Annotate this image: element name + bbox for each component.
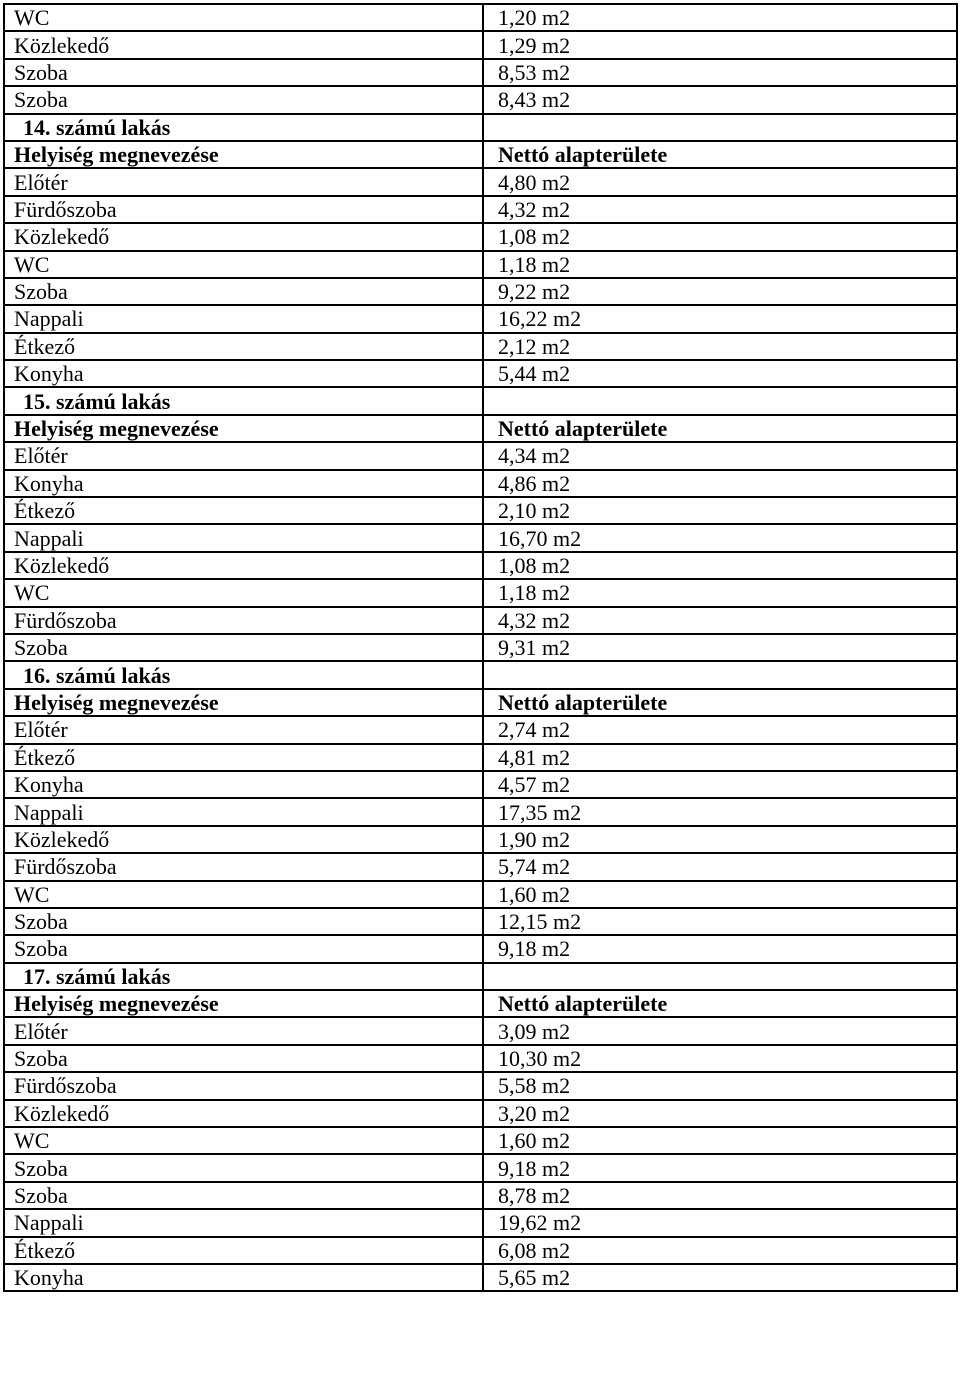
table-row (4, 607, 957, 634)
room-name-cell: Nappali (4, 1209, 483, 1236)
room-area-cell: 1,08 m2 (483, 223, 957, 250)
room-name-cell: Közlekedő (4, 826, 483, 853)
room-area-cell: 12,15 m2 (483, 908, 957, 935)
room-name-cell: WC (4, 4, 483, 31)
apartment-title: 14. számú lakás (4, 114, 483, 141)
room-area-cell: 1,60 m2 (483, 1127, 957, 1154)
room-area-cell: 4,80 m2 (483, 168, 957, 195)
empty-cell (483, 387, 957, 414)
room-name-cell: Közlekedő (4, 31, 483, 58)
room-name-header: Helyiség megnevezése (4, 141, 483, 168)
room-name-cell: Előtér (4, 442, 483, 469)
room-name-cell: Konyha (4, 771, 483, 798)
room-area-cell: 5,58 m2 (483, 1072, 957, 1099)
room-area-cell: 1,20 m2 (483, 4, 957, 31)
room-area-cell: 9,22 m2 (483, 278, 957, 305)
empty-cell (483, 114, 957, 141)
room-name-cell: WC (4, 251, 483, 278)
table-row (4, 196, 957, 223)
table-row (4, 634, 957, 661)
table-row (4, 278, 957, 305)
room-area-cell: 19,62 m2 (483, 1209, 957, 1236)
room-name-cell: Fürdőszoba (4, 607, 483, 634)
room-name-header: Helyiség megnevezése (4, 689, 483, 716)
room-name-cell: Étkező (4, 497, 483, 524)
table-row (4, 1154, 957, 1181)
room-area-cell: 1,90 m2 (483, 826, 957, 853)
room-area-cell: 9,18 m2 (483, 935, 957, 962)
room-name-cell: Nappali (4, 524, 483, 551)
room-area-cell: 1,18 m2 (483, 579, 957, 606)
column-header-row (4, 990, 957, 1017)
table-row (4, 826, 957, 853)
apartment-title-row (4, 963, 957, 990)
room-area-cell: 17,35 m2 (483, 798, 957, 825)
table-row (4, 552, 957, 579)
table-row (4, 908, 957, 935)
room-area-cell: 2,12 m2 (483, 333, 957, 360)
room-name-cell: Fürdőszoba (4, 853, 483, 880)
room-name-cell: Fürdőszoba (4, 1072, 483, 1099)
room-area-cell: 4,57 m2 (483, 771, 957, 798)
table-row (4, 251, 957, 278)
room-area-cell: 16,70 m2 (483, 524, 957, 551)
room-area-cell: 2,74 m2 (483, 716, 957, 743)
room-name-cell: Szoba (4, 935, 483, 962)
room-area-cell: 10,30 m2 (483, 1045, 957, 1072)
room-area-cell: 2,10 m2 (483, 497, 957, 524)
table-row (4, 1017, 957, 1044)
room-name-cell: Szoba (4, 1045, 483, 1072)
room-name-cell: Konyha (4, 1264, 483, 1291)
table-row (4, 4, 957, 31)
table-row (4, 771, 957, 798)
room-name-cell: Szoba (4, 634, 483, 661)
table-row (4, 716, 957, 743)
table-row (4, 1072, 957, 1099)
apartment-title: 15. számú lakás (4, 387, 483, 414)
room-area-cell: 3,09 m2 (483, 1017, 957, 1044)
table-row (4, 470, 957, 497)
room-name-cell: Étkező (4, 744, 483, 771)
column-header-row (4, 415, 957, 442)
room-name-cell: Nappali (4, 305, 483, 332)
table-row (4, 360, 957, 387)
table-row (4, 744, 957, 771)
room-name-cell: Étkező (4, 333, 483, 360)
room-name-cell: Konyha (4, 360, 483, 387)
table-row (4, 1209, 957, 1236)
column-header-row (4, 689, 957, 716)
room-name-cell: WC (4, 881, 483, 908)
room-area-cell: 1,08 m2 (483, 552, 957, 579)
room-name-header: Helyiség megnevezése (4, 990, 483, 1017)
table-row (4, 168, 957, 195)
table-row (4, 1100, 957, 1127)
room-name-cell: WC (4, 579, 483, 606)
area-header: Nettó alapterülete (483, 141, 957, 168)
empty-cell (483, 661, 957, 688)
apartment-title-row (4, 387, 957, 414)
apartment-title-row (4, 661, 957, 688)
apartment-title: 16. számú lakás (4, 661, 483, 688)
room-area-cell: 1,60 m2 (483, 881, 957, 908)
room-area-cell: 6,08 m2 (483, 1237, 957, 1264)
room-name-cell: Szoba (4, 1154, 483, 1181)
table-row (4, 223, 957, 250)
room-area-cell: 8,53 m2 (483, 59, 957, 86)
table-row (4, 86, 957, 113)
column-header-row (4, 141, 957, 168)
apartment-title-row (4, 114, 957, 141)
room-area-cell: 5,65 m2 (483, 1264, 957, 1291)
area-header: Nettó alapterülete (483, 415, 957, 442)
table-row (4, 497, 957, 524)
room-name-cell: Szoba (4, 59, 483, 86)
room-name-cell: Nappali (4, 798, 483, 825)
table-row (4, 881, 957, 908)
room-area-cell: 4,81 m2 (483, 744, 957, 771)
room-area-cell: 16,22 m2 (483, 305, 957, 332)
room-name-cell: Előtér (4, 1017, 483, 1044)
room-area-table (3, 3, 958, 1292)
table-row (4, 305, 957, 332)
room-name-header: Helyiség megnevezése (4, 415, 483, 442)
room-area-cell: 4,86 m2 (483, 470, 957, 497)
table-row (4, 1182, 957, 1209)
room-area-cell: 9,31 m2 (483, 634, 957, 661)
room-area-cell: 5,44 m2 (483, 360, 957, 387)
room-name-cell: Konyha (4, 470, 483, 497)
room-name-cell: Közlekedő (4, 223, 483, 250)
table-row (4, 1237, 957, 1264)
room-name-cell: Szoba (4, 86, 483, 113)
room-name-cell: Szoba (4, 278, 483, 305)
room-name-cell: Fürdőszoba (4, 196, 483, 223)
table-row (4, 1045, 957, 1072)
table-row (4, 579, 957, 606)
room-name-cell: WC (4, 1127, 483, 1154)
room-area-cell: 8,78 m2 (483, 1182, 957, 1209)
table-row (4, 31, 957, 58)
room-name-cell: Előtér (4, 168, 483, 195)
room-area-cell: 3,20 m2 (483, 1100, 957, 1127)
table-row (4, 524, 957, 551)
apartment-title: 17. számú lakás (4, 963, 483, 990)
room-area-cell: 1,29 m2 (483, 31, 957, 58)
room-area-cell: 8,43 m2 (483, 86, 957, 113)
table-row (4, 853, 957, 880)
room-area-table-body (4, 4, 957, 1291)
room-name-cell: Étkező (4, 1237, 483, 1264)
room-name-cell: Szoba (4, 1182, 483, 1209)
area-header: Nettó alapterülete (483, 990, 957, 1017)
room-area-cell: 4,32 m2 (483, 196, 957, 223)
table-row (4, 935, 957, 962)
room-name-cell: Közlekedő (4, 1100, 483, 1127)
table-row (4, 1264, 957, 1291)
room-area-cell: 4,34 m2 (483, 442, 957, 469)
room-area-cell: 1,18 m2 (483, 251, 957, 278)
room-name-cell: Szoba (4, 908, 483, 935)
room-area-cell: 4,32 m2 (483, 607, 957, 634)
area-header: Nettó alapterülete (483, 689, 957, 716)
room-area-cell: 5,74 m2 (483, 853, 957, 880)
table-row (4, 333, 957, 360)
empty-cell (483, 963, 957, 990)
room-name-cell: Közlekedő (4, 552, 483, 579)
table-row (4, 442, 957, 469)
table-row (4, 1127, 957, 1154)
table-row (4, 59, 957, 86)
room-area-cell: 9,18 m2 (483, 1154, 957, 1181)
room-name-cell: Előtér (4, 716, 483, 743)
table-row (4, 798, 957, 825)
